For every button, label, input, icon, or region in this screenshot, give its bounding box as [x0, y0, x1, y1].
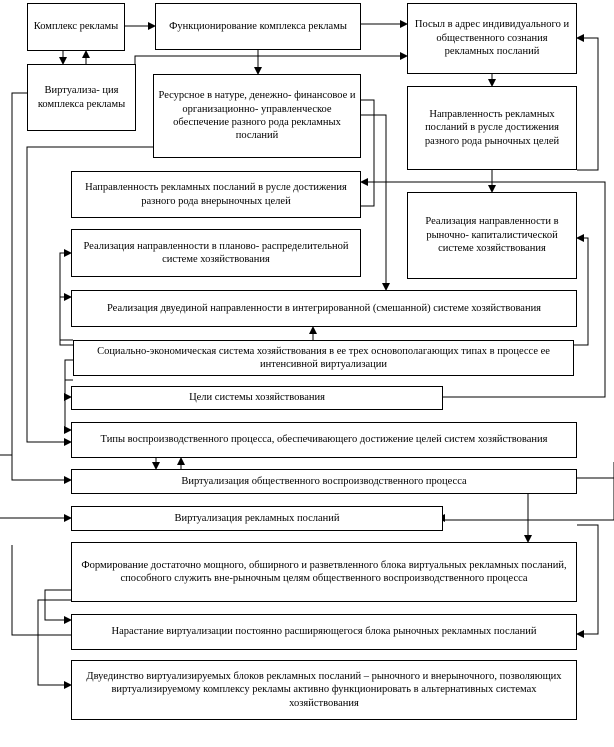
arrow-right-to-growth: [577, 525, 598, 634]
box-virtual-block-formation: Формирование достаточно мощного, обширного и разветвленного блока виртуальных рекламных посланий, способного служить вне-рыночным целям общественного воспроизводственного процесса: [71, 542, 577, 602]
box-nonmarket-direction: Направленность рекламных посланий в русле достижения разного рода внерыночных целей: [71, 171, 361, 218]
box-reproduction-types: Типы воспроизводственного процесса, обеспечивающего достижение целей систем хозяйствования: [71, 422, 577, 458]
box-economic-goals: Цели системы хозяйствования: [71, 386, 443, 410]
box-social-reproduction-virtualization: Виртуализация общественного воспроизводственного процесса: [71, 469, 577, 494]
box-socio-economic-system: Социально-экономическая система хозяйствования в ее трех основополагающих типах в процессе ее интенсивной виртуализации: [73, 340, 574, 376]
box-mixed-realization: Реализация двуединой направленности в интегрированной (смешанной) системе хозяйствования: [71, 290, 577, 327]
box-market-direction: Направленность рекламных посланий в русле достижения разного рода рыночных целей: [407, 86, 577, 170]
box-complex-virtualization: Виртуализа- ция комплекса рекламы: [27, 64, 136, 131]
arrow-formation-to-duality: [38, 600, 73, 685]
box-message-virtualization: Виртуализация рекламных посланий: [71, 506, 443, 531]
box-capitalist-realization: Реализация направленности в рыночно- капиталистической системе хозяйствования: [407, 192, 577, 279]
box-message-addressed: Посыл в адрес индивидуального и общественного сознания рекламных посланий: [407, 3, 577, 74]
arrow-right-loop-top: [577, 38, 598, 170]
box-advertising-complex: Комплекс рекламы: [27, 3, 125, 51]
box-complex-functioning: Функционирование комплекса рекламы: [155, 3, 361, 50]
box-market-block-growth: Нарастание виртуализации постоянно расширяющегося блока рыночных рекламных посланий: [71, 614, 577, 650]
arrow-virtualization-to-message: [135, 56, 407, 64]
box-duality: Двуединство виртуализируемых блоков рекламных посланий – рыночного и внерыночного, позволяющих виртуализируемому комплексу рекламы активно функционировать в альтернативных системах хозяйствования: [71, 660, 577, 720]
arrow-virtualization-to-social: [12, 93, 71, 480]
arrow-formation-to-growth: [45, 590, 73, 620]
box-resource-support: Ресурсное в натуре, денежно- финансовое и организационно- управленческое обеспечение разного рода рекламных посланий: [153, 74, 361, 158]
box-planned-realization: Реализация направленности в планово- распределительной системе хозяйствования: [71, 229, 361, 277]
